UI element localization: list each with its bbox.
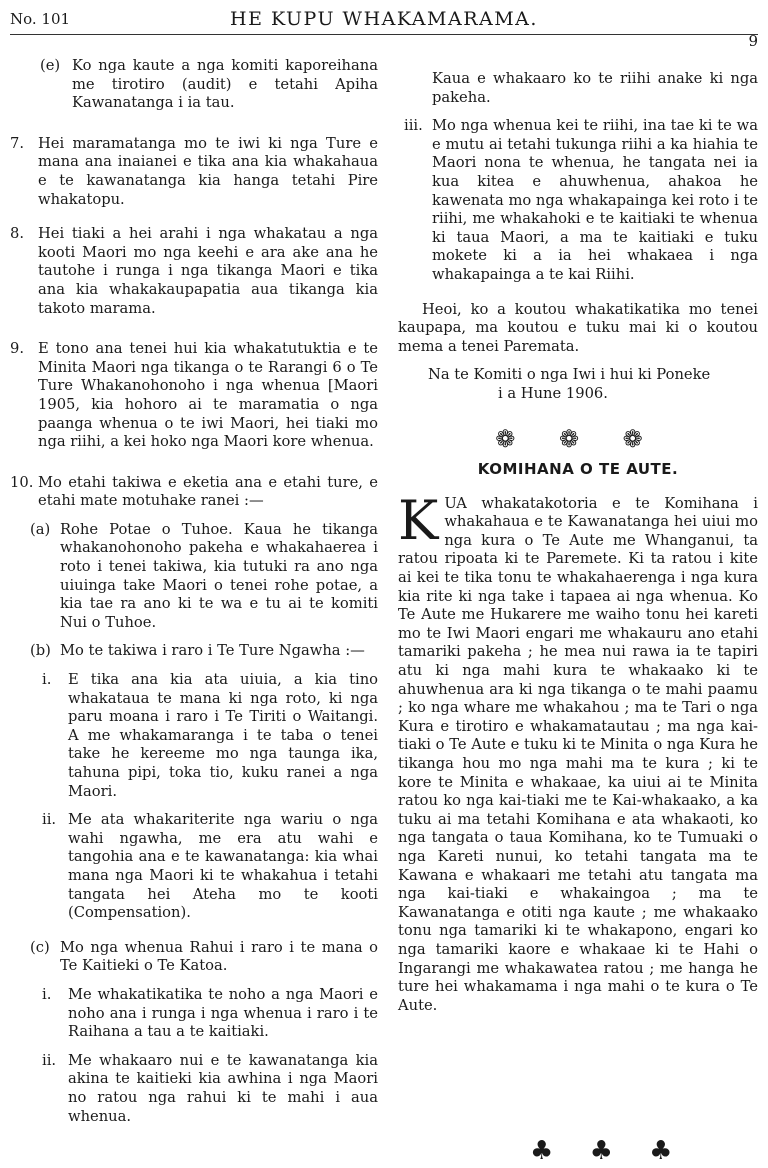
item-10b-ii-text: Me ata whakariterite nga wariu o nga wahi ngawha, me era atu wahi e tangohia ana e te kawanatanga: kia whai mana nga Maori ki te whakahua i tetahi tangata hei Ateha mo te kooti (Compensation). bbox=[68, 811, 378, 922]
item-10a bbox=[10, 521, 378, 633]
page-number: 9 bbox=[748, 32, 758, 50]
item-10c-label: (c) bbox=[30, 938, 50, 956]
item-10b-text: Mo te takiwa i raro i Te Ture Ngawha :— bbox=[60, 642, 365, 660]
header-rule bbox=[10, 34, 758, 35]
issue-number: No. 101 bbox=[10, 10, 71, 28]
closing-paragraph: Heoi, ko a koutou whakatikatika mo tenei kaupapa, ma koutou e tuku mai ki o koutou mema a tenei Paremata. bbox=[398, 300, 758, 355]
item-10c-ii bbox=[10, 1052, 378, 1126]
item-10c-iii bbox=[398, 117, 758, 284]
item-e-label: (e) bbox=[40, 57, 61, 74]
item-10c-ii-label: ii. bbox=[42, 1051, 57, 1069]
item-9-text: E tono ana tenei hui kia whakatutuktia e te Minita Maori nga tikanga o te Rarangi 6 o Te Ture Whakanohonoho i nga whenua [Maori 1905, kia hohoro ai te maramatia o nga paanga whenua o te iwi Maori, hei tiaki mo nga riihi, a kei hoko nga Maori kore whenua. bbox=[38, 340, 378, 451]
signature-block bbox=[398, 366, 758, 403]
flower-ornament: ❁ ❁ ❁ bbox=[495, 424, 661, 453]
item-10 bbox=[10, 474, 378, 511]
aute-commission-body bbox=[398, 488, 758, 1016]
item-9 bbox=[10, 340, 378, 452]
continued-text: Kaua e whakaaro ko te riihi anake ki nga pakeha. bbox=[432, 70, 758, 106]
item-10c-ii-text: Me whakaaro nui e te kawanatanga kia akina te kaitieki kia awhina i nga Maori no ratou nga rahui ki te mahi i aua whenua. bbox=[68, 1051, 378, 1125]
item-8-label: 8. bbox=[10, 225, 25, 243]
signature-line-2: i a Hune 1906. bbox=[498, 384, 608, 402]
right-column bbox=[398, 70, 758, 1015]
item-10c-i bbox=[10, 986, 378, 1042]
section-heading: KOMIHANA O TE AUTE. bbox=[477, 460, 679, 479]
item-10-label: 10. bbox=[10, 473, 34, 491]
item-10b-i-text: E tika ana kia ata uiuia, a kia tino whakataua te mana ki nga roto, ki nga paru moana i raro i Te Tiriti o Waitangi. A me whakamaranga i te taba o tenei take he kereeme mo nga taunga ika, tahuna pipi, toka tio, kuku ranei a nga Maori. bbox=[68, 671, 378, 800]
page-header bbox=[10, 4, 758, 50]
running-title: HE KUPU WHAKAMARAMA. bbox=[230, 8, 538, 30]
aute-commission-text: UA whakatakotoria e te Komihana i whakahaua e te Kawanatanga hei uiui mo nga kura o Te Aute me Whanganui, ta ratou ripoata ki te Paremete. Ki ta ratou i kite ai kei te tika tonu te whakahaerenga i nga kura kia rite ki nga take i tapaea ai nga whenua. Ko Te Aute me Hukarere me waiho tonu hei kareti mo te Iwi Maori engari me whakauru ano etahi tamariki pakeha ; he mea nui rawa ia te tapiri atu ki nga mahi kura te whakaako ki te ahuwhenua ara ki nga tikanga o te mahi paamu ; ko nga whare me whakahou ; ma te Tari o nga Kura e tirotiro e whakamatautau ; ma nga kai-tiaki o Te Aute e tuku ki te Minita o nga Kura he tikanga hou mo nga mahi ma te kura ; ki te kore te Minita e whakaae, ka uiui ai te Minita ratou ko nga kai-tiaki me te Kai-whakaako, a ka tuku ai ma tetahi Komihana e ata whakaoti, ko nga tangata o taua Komihana, ko te Tumuaki o nga Kareti nunui, ko tetahi tangata ma te Kawana e whakaari me tetahi atu tangata ma nga kai-tiaki e whakaingoa ; ma te Kawanatanga e otiti nga kaute ; me whakaako tonu nga tamariki ki te whakapono, engari ko nga tamariki kaore e whakaae ki te Hahi o Ingarangi me whakawatea ratou ; me hanga he ture hei whakamama i nga mahi o te kura o Te Aute. bbox=[398, 494, 758, 1014]
item-10c-i-text: Me whakatikatika te noho a nga Maori e noho ana i runga i nga whenua i raro i te Raihana a tau a te kaitiaki. bbox=[68, 985, 378, 1041]
item-10c-i-label: i. bbox=[42, 985, 52, 1003]
item-10a-label: (a) bbox=[30, 520, 51, 538]
club-ornament: ♣ ♣ ♣ bbox=[530, 1136, 687, 1166]
item-10b-i bbox=[10, 671, 378, 801]
item-7 bbox=[10, 135, 378, 209]
item-10a-text: Rohe Potae o Tuhoe. Kaua he tikanga whakanohonoho pakeha e whakahaerea i roto i tenei takiwa, kia tutuki ra ano nga uiuinga take Maori o tenei rohe potae, a kia tae ra ano ki te wa e tu ai te komiti Nui o Tuhoe. bbox=[60, 520, 378, 631]
item-10b-label: (b) bbox=[30, 642, 51, 660]
item-e bbox=[10, 57, 378, 113]
drop-cap: K bbox=[398, 488, 439, 552]
item-10b-ii-label: ii. bbox=[42, 811, 57, 829]
left-column bbox=[10, 57, 378, 1126]
item-10c-iii-label: iii. bbox=[404, 117, 423, 135]
item-9-label: 9. bbox=[10, 340, 25, 358]
item-e-text: Ko nga kaute a nga komiti kaporeihana me tirotiro (audit) e tetahi Apiha Kawanatanga i ia tau. bbox=[72, 57, 378, 112]
signature-line-1: Na te Komiti o nga Iwi i hui ki Poneke bbox=[428, 366, 711, 384]
item-10c-text: Mo nga whenua Rahui i raro i te mana o Te Kaitieki o Te Katoa. bbox=[60, 938, 378, 975]
item-10-text: Mo etahi takiwa e eketia ana e etahi ture, e etahi mate motuhake ranei :— bbox=[38, 473, 378, 510]
item-10b-i-label: i. bbox=[42, 671, 52, 689]
item-8 bbox=[10, 225, 378, 318]
item-10b bbox=[10, 642, 378, 661]
item-7-label: 7. bbox=[10, 134, 25, 152]
item-8-text: Hei tiaki a hei arahi i nga whakatau a nga kooti Maori mo nga keehi e ara ake ana he tautohe i runga i nga tikanga Maori e tika ana kia whakakaupapatia aua tikanga kia takoto marama. bbox=[38, 225, 378, 317]
item-10b-ii bbox=[10, 811, 378, 923]
item-10c-iii-text: Mo nga whenua kei te riihi, ina tae ki te wa e mutu ai tetahi tukunga riihi a ka hiahia te Maori nona te whenua, he tangata nei ia kua kitea e ahuwhenua, ahakoa he kawenata mo nga whakapainga kei roto i te riihi, me whakahoki e te kaitiaki te whenua ki taua Maori, a ma te kaitiaki e tuku mokete ki a ia hei whakaea i nga whakapainga a te kai Riihi. bbox=[432, 117, 758, 283]
item-10c bbox=[10, 939, 378, 976]
item-7-text: Hei maramatanga mo te iwi ki nga Ture e mana ana inaianei e tika ana kia whakahaua e te kawanatanga kia hanga tetahi Pire whakatopu. bbox=[38, 134, 378, 208]
